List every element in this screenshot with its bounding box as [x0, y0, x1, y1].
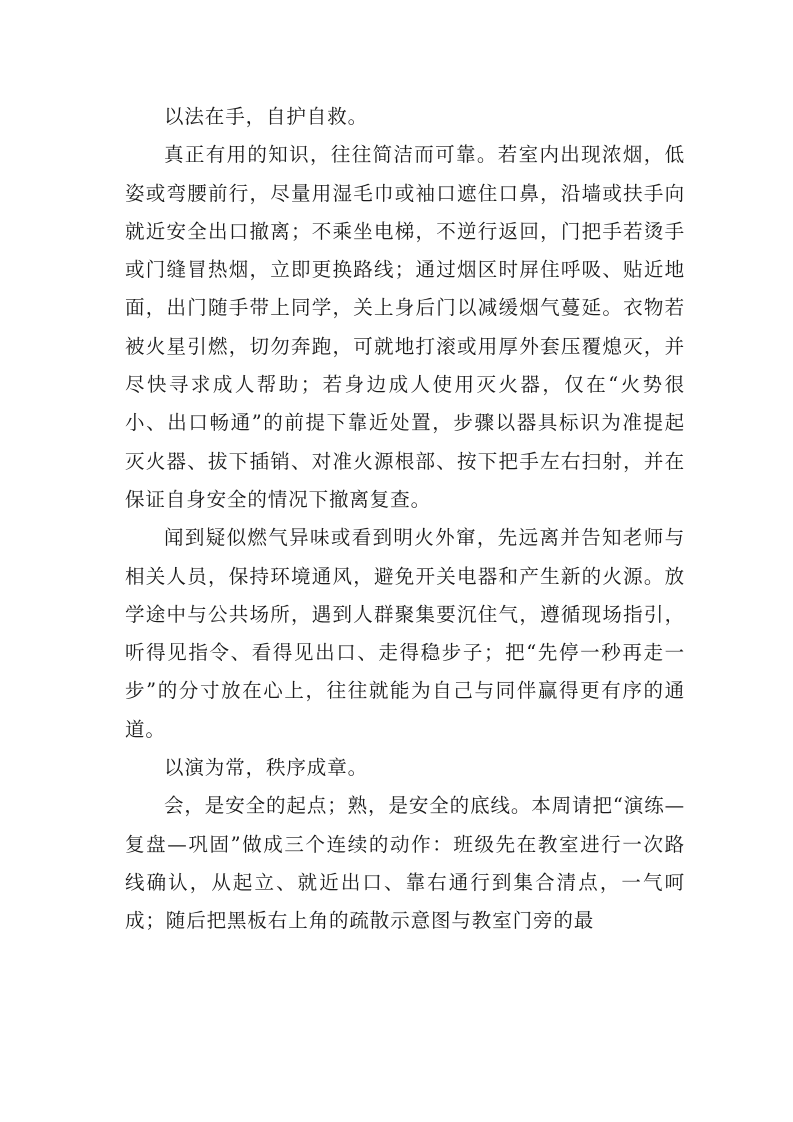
section-heading-legal-self-protection: 以法在手，自护自救。: [164, 105, 369, 128]
section-heading-drill-routine: 以演为常，秩序成章。: [164, 756, 369, 780]
paragraph-drill-plan: 会，是安全的起点；熟，是安全的底线。本周请把“演练—复盘—巩固”做成三个连续的动作：班级先在教室进行一次路线确认，从起立、就近出口、靠右通行到集合清点，一气呵成；随后把黑板右上角的疏散示意图与教室门旁的最: [125, 794, 685, 933]
paragraph-gas-and-crowd-safety: 闻到疑似燃气异味或看到明火外窜，先远离并告知老师与相关人员，保持环境通风，避免开关电器和产生新的火源。放学途中与公共场所，遇到人群聚集要沉住气，遵循现场指引，听得见指令、看得见出口、走得稳步子；把“先停一秒再走一步”的分寸放在心上，往往就能为自己与同伴赢得更有序的通道。: [125, 526, 685, 741]
paragraph-fire-escape-knowledge: 真正有用的知识，往往简洁而可靠。若室内出现浓烟，低姿或弯腰前行，尽量用湿毛巾或袖口遮住口鼻，沿墙或扶手向就近安全出口撤离；不乘坐电梯，不逆行返回，门把手若烫手或门缝冒热烟，立即更换路线；通过烟区时屏住呼吸、贴近地面，出门随手带上同学，关上身后门以减缓烟气蔓延。衣物若被火星引燃，切勿奔跑，可就地打滚或用厚外套压覆熄灭，并尽快寻求成人帮助；若身边成人使用灭火器，仅在“火势很小、出口畅通”的前提下靠近处置，步骤以器具标识为准提起灭火器、拔下插销、对准火源根部、按下把手左右扫射，并在保证自身安全的情况下撤离复查。: [125, 143, 685, 511]
document-body: [125, 98, 685, 941]
